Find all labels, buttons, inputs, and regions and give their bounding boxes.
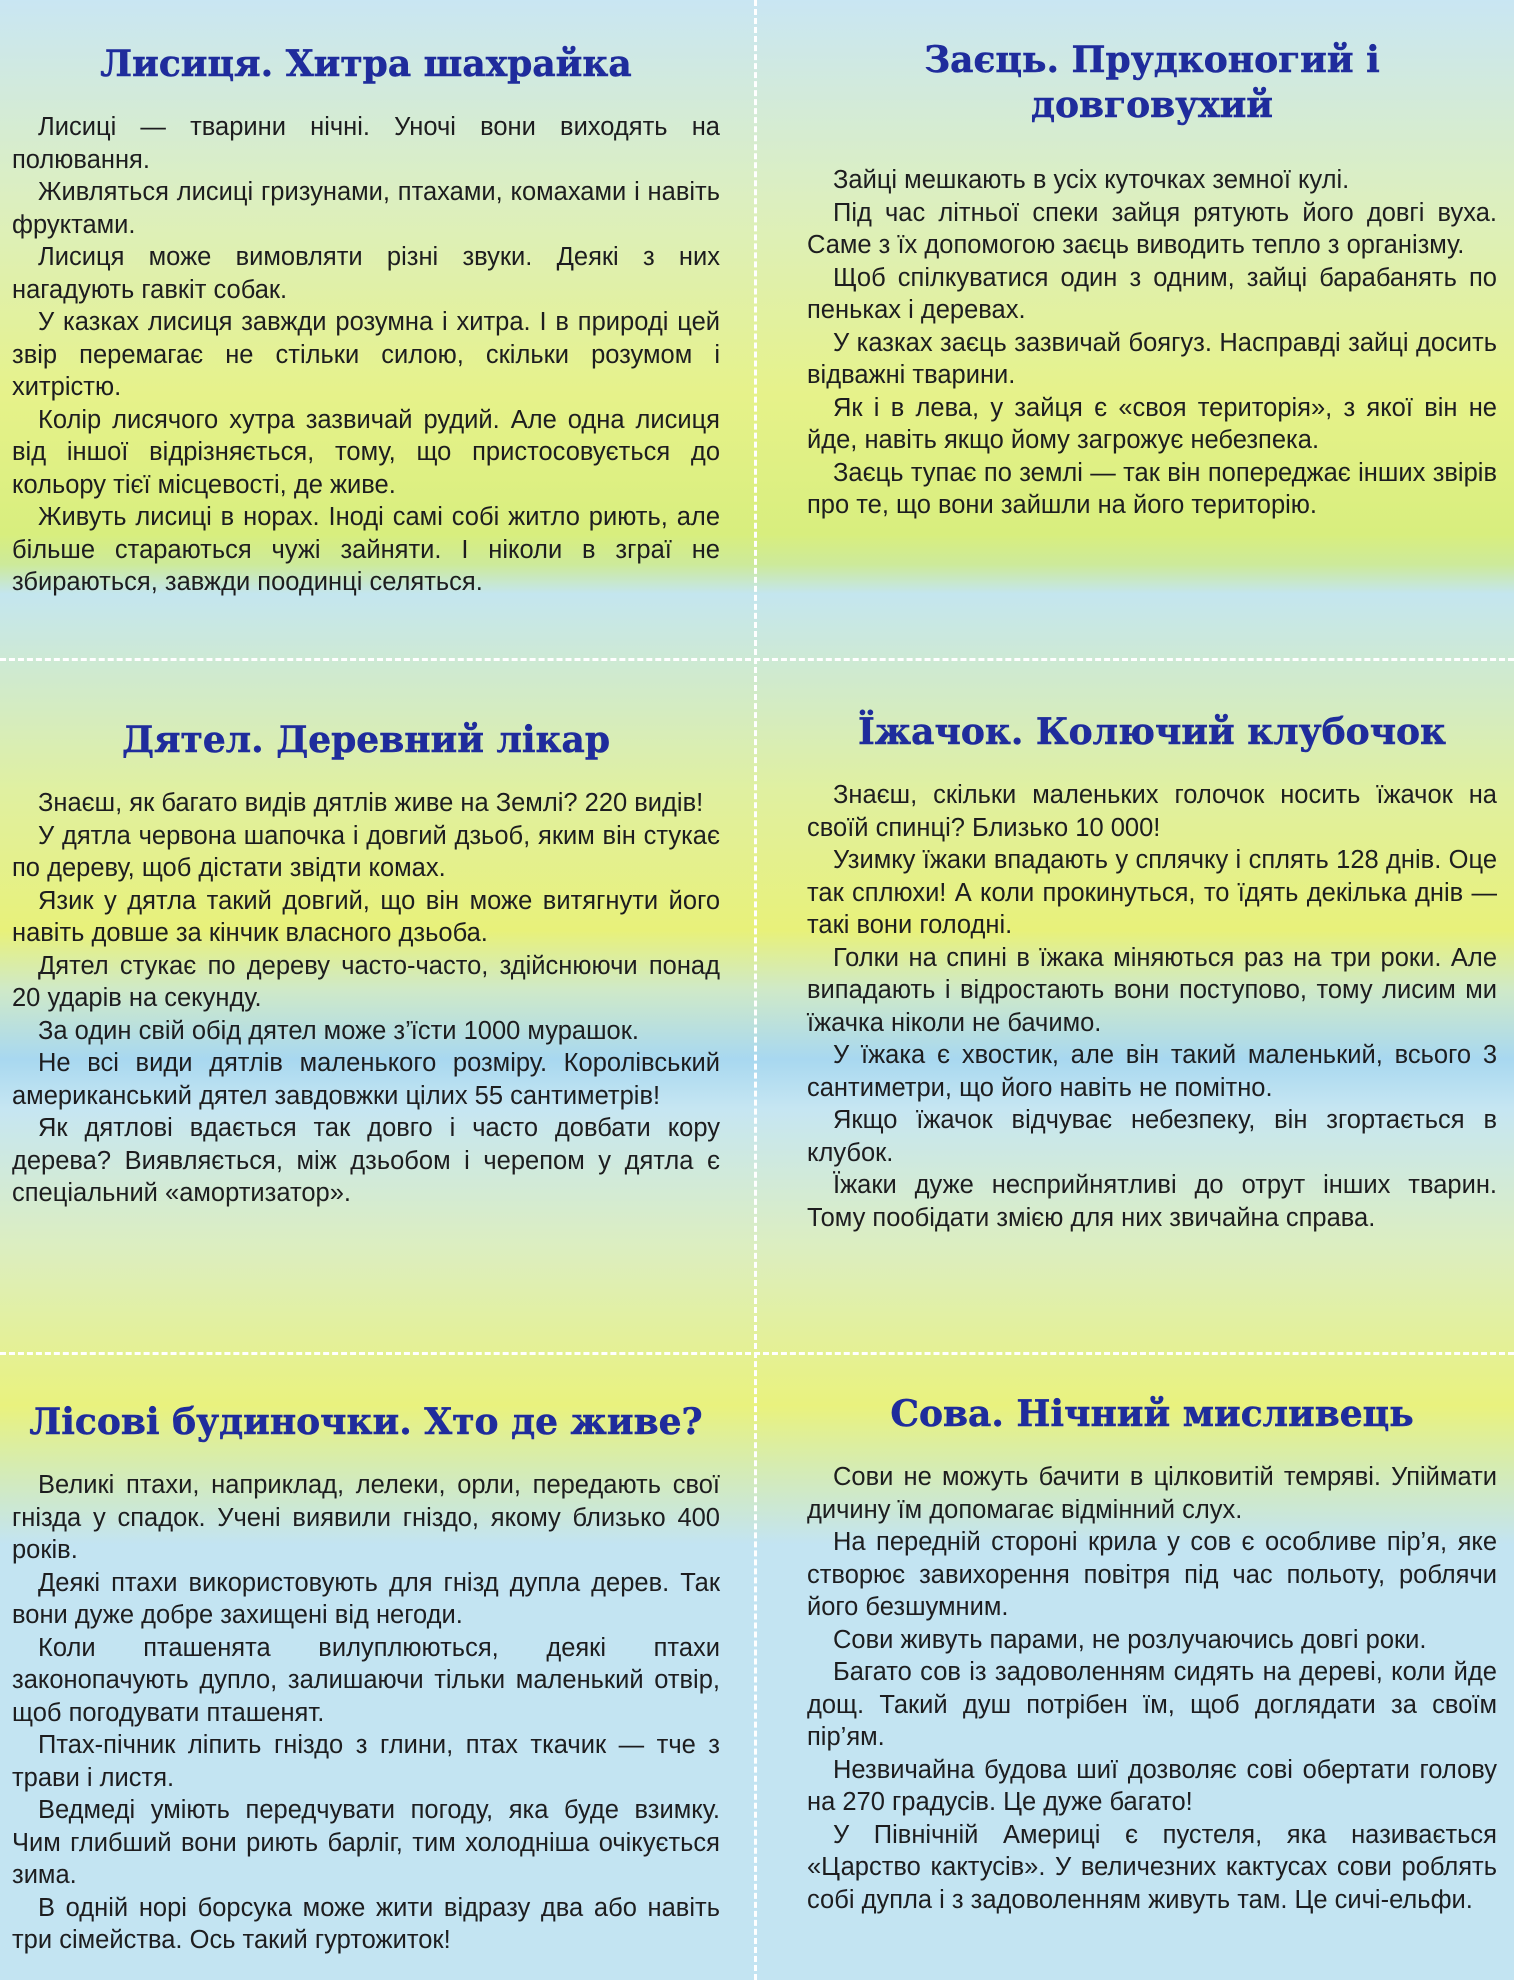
card-title: Лісові будиночки. Хто де живе? — [29, 1401, 703, 1443]
card-paragraph: В одній норі борсука може жити відразу два або навіть три сімейства. Ось такий гуртожиток! — [12, 1893, 720, 1954]
card-hare — [757, 38, 1497, 522]
card-paragraph: У казках заєць зазвичай боягуз. Насправді зайці досить відважні тварини. — [807, 328, 1497, 389]
card-owl — [757, 1392, 1497, 1916]
card-paragraph: У Північній Америці є пустеля, яка називається «Царство кактусів». У величезних кактусах сови роблять собі дупла і з задоволенням живуть там. Це сичі-ельфи. — [807, 1820, 1497, 1914]
card-paragraph: Лисиці — тварини нічні. Уночі вони виходять на полювання. — [12, 113, 720, 174]
card-forest-homes — [0, 1400, 740, 1957]
card-paragraph: Голки на спині в їжака міняються раз на три роки. Але випадають і відростають вони поступово, тому лисим ми їжачка ніколи не бачимо. — [807, 943, 1497, 1037]
card-title: Лисиця. Хитра шахрайка — [100, 43, 632, 85]
card-body — [807, 164, 1497, 522]
card-paragraph: Узимку їжаки впадають у сплячку і сплять 128 днів. Оце так сплюхи! А коли прокинуться, то їдять декілька днів — такі вони голодні. — [807, 846, 1497, 939]
card-paragraph: Деякі птахи використовують для гнізд дупла дерев. Так вони дуже добре захищені від негоди. — [12, 1568, 720, 1629]
card-paragraph: Великі птахи, наприклад, лелеки, орли, передають свої гнізда у спадок. Учені виявили гніздо, якому близько 400 років. — [12, 1471, 720, 1564]
card-body — [12, 787, 720, 1210]
card-paragraph: Ведмеді уміють передчувати погоду, яка буде взимку. Чим глибший вони риють барліг, тим холодніша очікується зима. — [12, 1796, 720, 1889]
card-paragraph: Як дятлові вдається так довго і часто довбати кору дерева? Виявляється, між дзьобом і черепом у дятла є спеціальний «амортизатор». — [12, 1114, 720, 1207]
card-paragraph: У їжака є хвостик, але він такий маленький, всього 3 сантиметри, що його навіть не помітно. — [807, 1041, 1497, 1102]
card-paragraph: Живуть лисиці в норах. Іноді самі собі житло риють, але більше стараються чужі зайняти. І ніколи в зграї не збираються, завжди поодинці селяться. — [12, 503, 720, 596]
card-paragraph: На передній стороні крила у сов є особливе пір’я, яке створює завихорення повітря під час польоту, роблячи його безшумним. — [807, 1528, 1497, 1621]
card-fox — [0, 42, 740, 599]
card-paragraph: Їжаки дуже несприйнятливі до отрут інших тварин. Тому пообідати змією для них звичайна справа. — [807, 1171, 1497, 1232]
card-paragraph: Щоб спілкуватися один з одним, зайці барабанять по пеньках і деревах. — [807, 263, 1497, 324]
card-paragraph: Сови не можуть бачити в цілковитій темряві. Упіймати дичину їм допомагає відмінний слух. — [807, 1463, 1497, 1524]
card-paragraph: У казках лисиця завжди розумна і хитра. І в природі цей звір перемагає не стільки силою, скільки розумом і хитрістю. — [12, 308, 720, 401]
horizontal-cut-line — [0, 658, 1514, 661]
card-paragraph: Коли пташенята вилуплюються, деякі птахи законопачують дупло, залишаючи тільки маленький отвір, щоб погодувати пташенят. — [12, 1633, 720, 1727]
card-body — [12, 111, 720, 599]
horizontal-cut-line — [0, 1352, 1514, 1355]
card-hedgehog — [757, 710, 1497, 1234]
card-paragraph: Язик у дятла такий довгий, що він може витягнути його навіть довше за кінчик власного дзьоба. — [12, 886, 720, 947]
card-title: Заєць. Прудконогий і довговухий — [924, 39, 1380, 126]
card-paragraph: За один свій обід дятел може з’їсти 1000 мурашок. — [38, 1016, 639, 1045]
card-title: Сова. Нічний мисливець — [890, 1393, 1414, 1435]
card-paragraph: Лисиця може вимовляти різні звуки. Деякі з них нагадують гавкіт собак. — [12, 243, 720, 304]
card-paragraph: Заєць тупає по землі — так він попереджає інших звірів про те, що вони зайшли на його територію. — [807, 458, 1497, 519]
card-paragraph: Знаєш, як багато видів дятлів живе на Землі? 220 видів! — [38, 789, 704, 817]
card-paragraph: У дятла червона шапочка і довгий дзьоб, яким він стукає по дереву, щоб дістати звідти комах. — [12, 821, 720, 882]
card-body — [12, 1469, 720, 1957]
card-woodpecker — [0, 718, 740, 1210]
card-paragraph: Незвичайна будова шиї дозволяє сові обертати голову на 270 градусів. Це дуже багато! — [807, 1755, 1497, 1816]
card-paragraph: Якщо їжачок відчуває небезпеку, він згортається в клубок. — [807, 1106, 1497, 1167]
card-paragraph: Як і в лева, у зайця є «своя територія», з якої він не йде, навіть якщо йому загрожує небезпека. — [807, 393, 1497, 454]
card-body — [807, 779, 1497, 1234]
card-paragraph: Птах-пічник ліпить гніздо з глини, птах ткачик — тче з трави і листя. — [12, 1731, 720, 1792]
card-title: Дятел. Деревний лікар — [121, 719, 611, 761]
card-paragraph: Багато сов із задоволенням сидять на дереві, коли йде дощ. Такий душ потрібен їм, щоб доглядати за своїм пір’ям. — [807, 1658, 1497, 1751]
card-paragraph: Сови живуть парами, не розлучаючись довгі роки. — [833, 1625, 1427, 1654]
card-paragraph: Колір лисячого хутра зазвичай рудий. Але одна лисиця від іншої відрізняється, тому, що пристосовується до кольору тієї місцевості, де живе. — [12, 405, 720, 499]
card-paragraph: Не всі види дятлів маленького розміру. Королівський американський дятел завдовжки цілих 55 сантиметрів! — [12, 1049, 720, 1110]
card-paragraph: Дятел стукає по дереву часто-часто, здійснюючи понад 20 ударів на секунду. — [12, 951, 720, 1012]
card-paragraph: Знаєш, скільки маленьких голочок носить їжачок на своїй спинці? Близько 10 000! — [807, 781, 1497, 842]
card-paragraph: Під час літньої спеки зайця рятують його довгі вуха. Саме з їх допомогою заєць виводить тепло з організму. — [807, 198, 1497, 259]
card-paragraph: Зайці мешкають в усіх куточках земної кулі. — [833, 166, 1350, 194]
card-paragraph: Живляться лисиці гризунами, птахами, комахами і навіть фруктами. — [12, 178, 720, 239]
card-body — [807, 1461, 1497, 1916]
card-title: Їжачок. Колючий клубочок — [857, 711, 1447, 753]
